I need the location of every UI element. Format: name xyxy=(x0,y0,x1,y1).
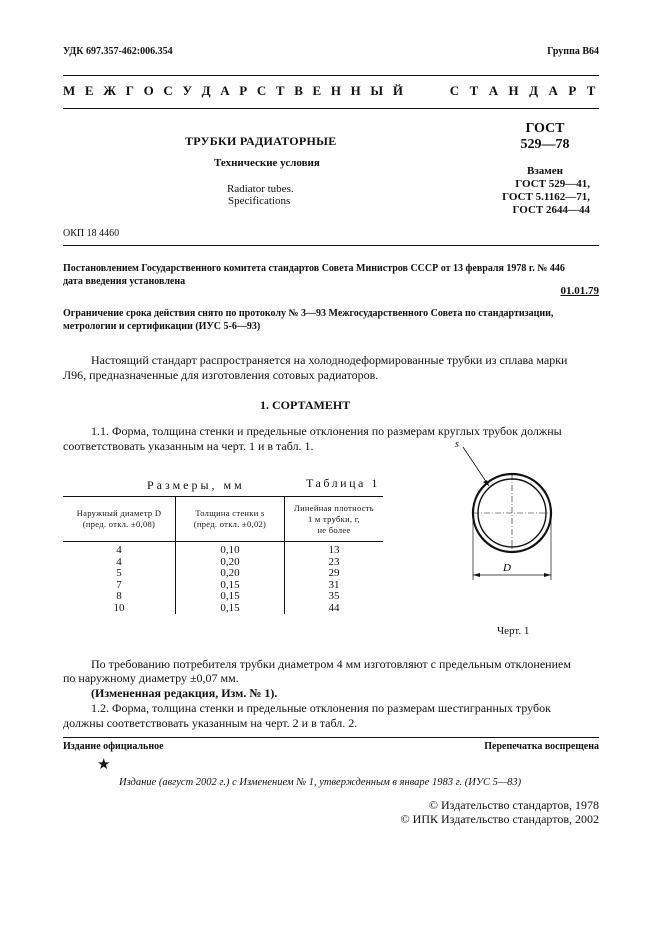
copyright: © ИПК Издательство стандартов, 2002 xyxy=(400,812,599,826)
banner-left: М Е Ж Г О С У Д А Р С Т В Е Н Н Ы Й xyxy=(63,83,407,98)
table-label: Таблица 1 xyxy=(306,476,380,490)
table-row: 8 0,15 35 xyxy=(63,591,383,603)
paragraph-text: 1.2. Форма, толщина стенки и предельные отклонения по размерам шестигранных трубок xyxy=(91,701,551,715)
english-subtitle: Specifications xyxy=(228,195,291,207)
limit-text: Ограничение срока действия снято по протоколу № 3—93 Межгосударственного Совета по стандартизации, xyxy=(63,308,554,319)
top-rule xyxy=(63,75,599,76)
column-header: Толщина стенки s (пред. откл. ±0,02) xyxy=(176,497,285,542)
wall-thickness-label: s xyxy=(455,439,459,450)
table-row: 7 0,15 31 xyxy=(63,580,383,592)
dimensions-table xyxy=(63,496,383,614)
reprint-notice: Перепечатка воспрещена xyxy=(484,741,599,752)
paragraph-text: должны соответствовать указанным на черт. 2 и в табл. 2. xyxy=(63,716,358,730)
intro-text: Л96, предназначенные для изготовления сотовых радиаторов. xyxy=(63,368,379,382)
page-subtitle: Технические условия xyxy=(214,157,320,169)
star-icon: ★ xyxy=(97,757,111,773)
note-text: по наружному диаметру ±0,07 мм. xyxy=(63,671,239,685)
diameter-label: D xyxy=(503,562,511,574)
table-row: 5 0,20 29 xyxy=(63,568,383,580)
copyright: © Издательство стандартов, 1978 xyxy=(428,798,599,812)
table-row: 10 0,15 44 xyxy=(63,603,383,615)
table-row: 4 0,10 13 xyxy=(63,542,383,557)
drawing-caption: Черт. 1 xyxy=(497,625,530,637)
section-heading: 1. СОРТАМЕНТ xyxy=(260,398,351,412)
banner-right: С Т А Н Д А Р Т xyxy=(449,83,599,98)
title-rule xyxy=(63,245,599,246)
footer-rule xyxy=(63,737,599,738)
paragraph-text: соответствовать указанным на черт. 1 и в табл. 1. xyxy=(63,439,314,453)
decree-text: дата введения установлена xyxy=(63,276,186,287)
edition-note: Издание (август 2002 г.) с Изменением № 1, утвержденным в январе 1983 г. (ИУС 5—83) xyxy=(119,777,522,788)
note-text: По требованию потребителя трубки диаметром 4 мм изготовляют с предельным отклонением xyxy=(91,657,571,671)
udk-code: УДК 697.357-462:006.354 xyxy=(63,46,173,57)
limit-text: метрологии и сертификации (ИУС 5-6—93) xyxy=(63,321,261,332)
effective-date: 01.01.79 xyxy=(560,285,599,297)
replaces-label: Взамен xyxy=(527,165,563,177)
decree-text: Постановлением Государственного комитета стандартов Совета Министров СССР от 13 февраля 1978 г. № 446 xyxy=(63,263,565,274)
gost-label: ГОСТ xyxy=(525,121,565,136)
table-caption: Размеры, мм xyxy=(147,478,245,492)
banner-rule xyxy=(63,108,599,109)
table-row: 4 0,20 23 xyxy=(63,557,383,569)
tube-cross-section-drawing xyxy=(440,430,590,590)
paragraph-text: 1.1. Форма, толщина стенки и предельные отклонения по размерам круглых трубок должны xyxy=(91,424,562,438)
intro-text: Настоящий стандарт распространяется на холоднодеформированные трубки из сплава марки xyxy=(91,353,568,367)
gost-number: 529—78 xyxy=(520,137,570,152)
group-code: Группа В64 xyxy=(547,46,599,57)
page-title: ТРУБКИ РАДИАТОРНЫЕ xyxy=(185,134,337,148)
official-edition: Издание официальное xyxy=(63,741,164,752)
replaces-item: ГОСТ 2644—44 xyxy=(512,204,590,216)
column-header: Линейная плотность 1 м трубки, г, не более xyxy=(285,497,384,542)
replaces-item: ГОСТ 529—41, xyxy=(515,178,590,190)
replaces-item: ГОСТ 5.1162—71, xyxy=(502,191,590,203)
okp-code: ОКП 18 4460 xyxy=(63,228,120,239)
amendment-note: (Измененная редакция, Изм. № 1). xyxy=(91,686,278,700)
english-title: Radiator tubes. xyxy=(227,183,294,195)
column-header: Наружный диаметр D (пред. откл. ±0,08) xyxy=(63,497,176,542)
